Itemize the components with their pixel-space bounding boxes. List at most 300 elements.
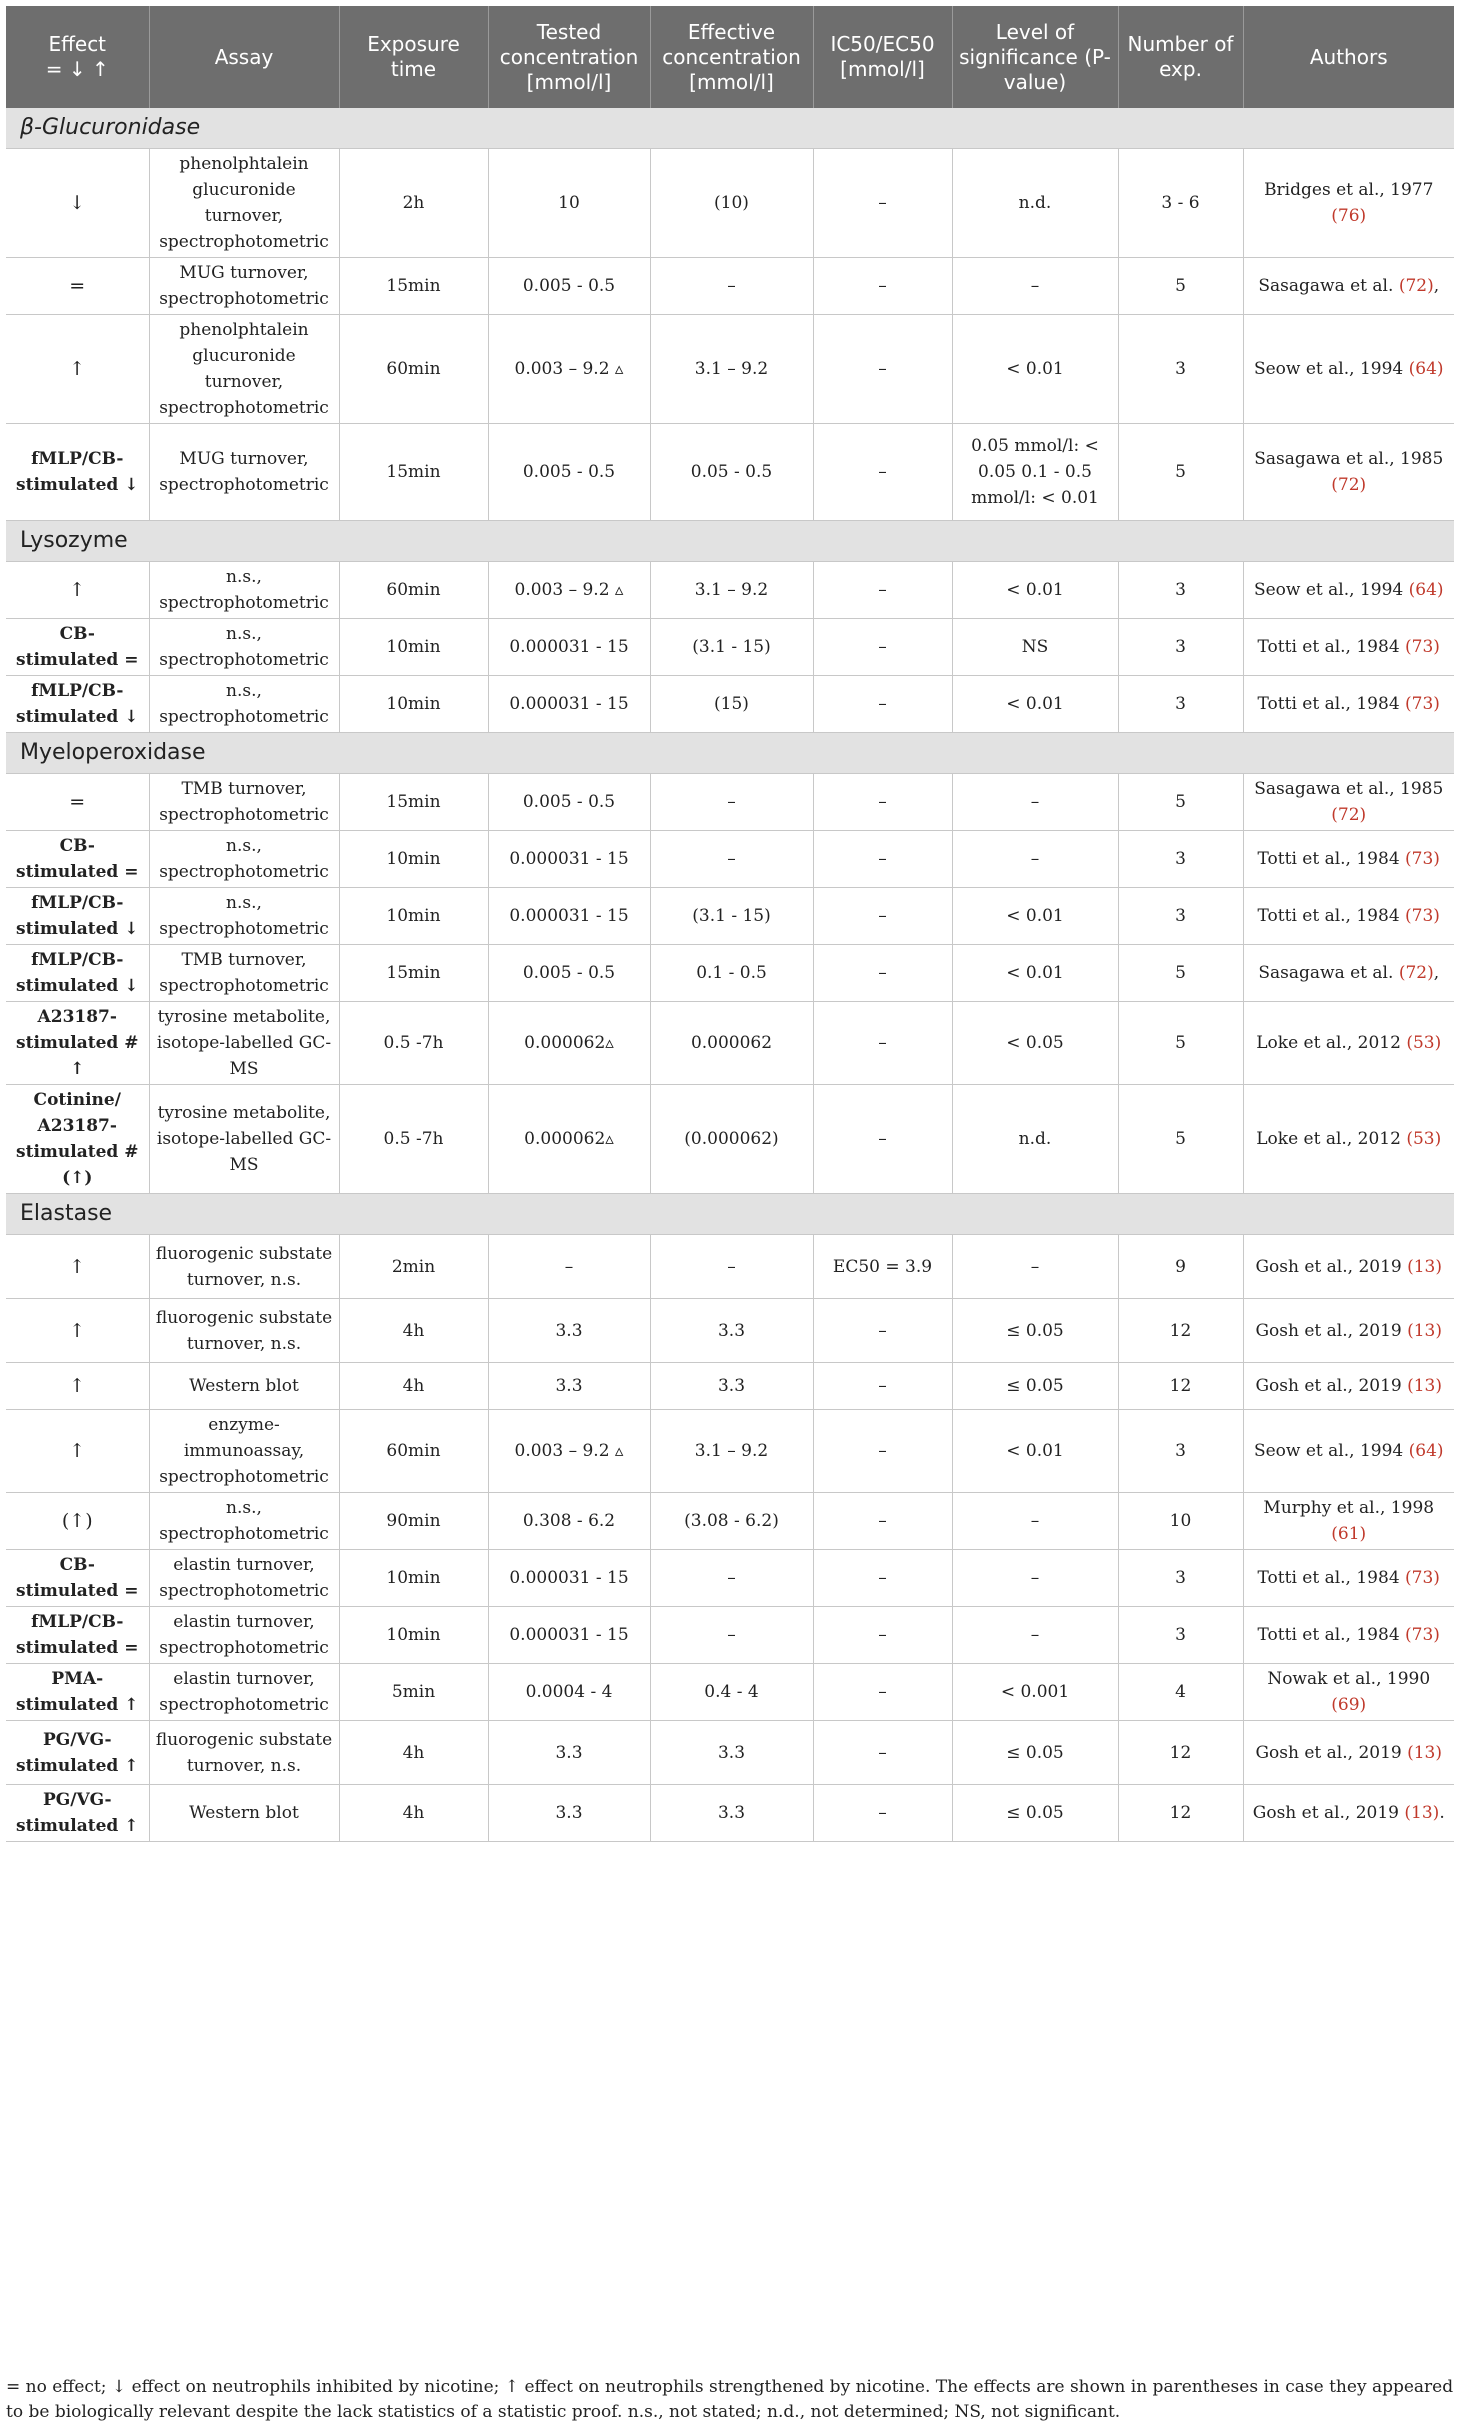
authors-cell [1243,774,1454,831]
authors-cell [1243,1410,1454,1493]
exposure-time-cell: 10min [339,676,488,733]
significance-cell: 0.05 mmol/l: < 0.05 0.1 - 0.5 mmol/l: < 0.01 [952,424,1118,521]
effect-cell: (↑) [6,1493,149,1550]
section-title: Lysozyme [6,521,1454,562]
effective-concentration-cell: 0.05 - 0.5 [650,424,813,521]
exposure-time-cell: 2h [339,149,488,258]
ic50-cell: – [813,1410,952,1493]
reference-link[interactable]: (13) [1407,1376,1443,1396]
exposure-time-cell: 60min [339,315,488,424]
ic50-cell: – [813,619,952,676]
effective-concentration-cell: – [650,1235,813,1299]
exposure-time-cell: 15min [339,774,488,831]
tested-concentration-cell: 0.003 – 9.2 ▵ [488,1410,650,1493]
author-suffix: . [1439,1803,1445,1823]
tested-concentration-cell: 0.000062▵ [488,1002,650,1085]
significance-cell: ≤ 0.05 [952,1721,1118,1785]
authors-cell [1243,1493,1454,1550]
authors-cell [1243,1235,1454,1299]
table-row [6,1085,1454,1194]
effective-concentration-cell: (3.08 - 6.2) [650,1493,813,1550]
exposure-time-cell: 2min [339,1235,488,1299]
ic50-cell: – [813,1664,952,1721]
author-name: Loke et al., 2012 [1256,1033,1407,1053]
effect-cell: fMLP/CB-stimulated ↓ [6,945,149,1002]
effect-cell: ↑ [6,1299,149,1363]
significance-cell: < 0.001 [952,1664,1118,1721]
significance-cell: < 0.01 [952,945,1118,1002]
effect-cell: ↑ [6,562,149,619]
effective-concentration-cell: – [650,1607,813,1664]
tested-concentration-cell: – [488,1235,650,1299]
authors-cell [1243,424,1454,521]
authors-cell [1243,1664,1454,1721]
reference-link[interactable]: (13) [1407,1256,1443,1277]
ic50-cell: – [813,1550,952,1607]
significance-cell: – [952,1550,1118,1607]
author-name: Totti et al., 1984 [1257,849,1406,869]
ic50-cell: – [813,1002,952,1085]
tested-concentration-cell: 3.3 [488,1721,650,1785]
author-name: Nowak et al., 1990 [1267,1669,1431,1689]
tested-concentration-cell: 0.005 - 0.5 [488,945,650,1002]
significance-cell: ≤ 0.05 [952,1299,1118,1363]
section-elastase [6,1194,1454,1235]
assay-cell: Western blot [149,1363,339,1410]
author-name: Totti et al., 1984 [1257,694,1406,714]
significance-cell: ≤ 0.05 [952,1785,1118,1842]
effect-cell: PMA-stimulated ↑ [6,1664,149,1721]
table-row [6,888,1454,945]
exposure-time-cell: 15min [339,424,488,521]
number-of-exp-cell: 3 [1118,1550,1243,1607]
authors-cell [1243,315,1454,424]
effect-cell: fMLP/CB-stimulated ↓ [6,424,149,521]
authors-cell [1243,1363,1454,1410]
exposure-time-cell: 0.5 -7h [339,1085,488,1194]
number-of-exp-cell: 10 [1118,1493,1243,1550]
author-name: Totti et al., 1984 [1257,637,1406,657]
reference-link[interactable]: (61) [1331,1524,1367,1544]
number-of-exp-cell: 3 [1118,1607,1243,1664]
author-name: Totti et al., 1984 [1257,1568,1406,1588]
assay-cell: tyrosine metabolite, isotope-labelled GC-MS [149,1002,339,1085]
effect-cell: PG/VG-stimulated ↑ [6,1785,149,1842]
reference-link[interactable]: (73) [1405,637,1440,657]
effective-concentration-cell: 0.000062 [650,1002,813,1085]
author-name: Murphy et al., 1998 [1263,1498,1435,1518]
header-ic50-ec50: IC50/EC50 [mmol/l] [813,6,952,108]
number-of-exp-cell: 5 [1118,774,1243,831]
authors-cell [1243,1785,1454,1842]
author-name: Gosh et al., 2019 [1255,1256,1408,1277]
tested-concentration-cell: 0.005 - 0.5 [488,258,650,315]
section-title: β-Glucuronidase [6,108,1454,149]
authors-cell [1243,1085,1454,1194]
author-suffix: , [1433,276,1440,296]
author-name: Bridges et al., 1977 [1264,180,1434,200]
author-name: Gosh et al., 2019 [1255,1320,1408,1341]
ic50-cell: – [813,1299,952,1363]
table-row [6,1607,1454,1664]
author-name: Loke et al., 2012 [1256,1129,1407,1149]
significance-cell: n.d. [952,149,1118,258]
significance-cell: – [952,1493,1118,1550]
table-row [6,774,1454,831]
effective-concentration-cell: – [650,831,813,888]
effective-concentration-cell: 0.4 - 4 [650,1664,813,1721]
effective-concentration-cell: (15) [650,676,813,733]
effect-cell: = [6,774,149,831]
tested-concentration-cell: 0.005 - 0.5 [488,424,650,521]
ic50-cell: EC50 = 3.9 [813,1235,952,1299]
significance-cell: – [952,774,1118,831]
reference-link[interactable]: (64) [1408,1441,1444,1461]
assay-cell: TMB turnover, spectrophotometric [149,774,339,831]
ic50-cell: – [813,888,952,945]
author-name: Gosh et al., 2019 [1255,1376,1408,1396]
authors-cell [1243,1299,1454,1363]
author-name: Sasagawa et al. [1258,276,1399,296]
authors-cell [1243,562,1454,619]
number-of-exp-cell: 12 [1118,1721,1243,1785]
authors-cell [1243,258,1454,315]
effect-cell: PG/VG-stimulated ↑ [6,1721,149,1785]
effect-cell: CB-stimulated = [6,1550,149,1607]
ic50-cell: – [813,1607,952,1664]
effective-concentration-cell: (3.1 - 15) [650,888,813,945]
authors-cell [1243,149,1454,258]
number-of-exp-cell: 3 [1118,619,1243,676]
tested-concentration-cell: 0.000062▵ [488,1085,650,1194]
assay-cell: elastin turnover, spectrophotometric [149,1607,339,1664]
significance-cell: – [952,258,1118,315]
number-of-exp-cell: 3 - 6 [1118,149,1243,258]
assay-cell: n.s., spectrophotometric [149,676,339,733]
authors-cell [1243,831,1454,888]
number-of-exp-cell: 3 [1118,562,1243,619]
authors-cell [1243,1607,1454,1664]
significance-cell: < 0.01 [952,676,1118,733]
effective-concentration-cell: 3.3 [650,1363,813,1410]
tested-concentration-cell: 0.003 – 9.2 ▵ [488,562,650,619]
header-tested-concentration: Tested concentration [mmol/l] [488,6,650,108]
significance-cell: NS [952,619,1118,676]
reference-link[interactable]: (73) [1405,849,1440,869]
number-of-exp-cell: 3 [1118,831,1243,888]
tested-concentration-cell: 0.000031 - 15 [488,619,650,676]
exposure-time-cell: 15min [339,258,488,315]
tested-concentration-cell: 0.000031 - 15 [488,831,650,888]
tested-concentration-cell: 3.3 [488,1363,650,1410]
effect-cell: fMLP/CB-stimulated ↓ [6,888,149,945]
ic50-cell: – [813,945,952,1002]
ic50-cell: – [813,424,952,521]
author-name: Seow et al., 1994 [1253,580,1409,600]
authors-cell [1243,1721,1454,1785]
ic50-cell: – [813,676,952,733]
number-of-exp-cell: 5 [1118,258,1243,315]
number-of-exp-cell: 12 [1118,1299,1243,1363]
author-name: Sasagawa et al. [1258,963,1399,983]
exposure-time-cell: 5min [339,1664,488,1721]
table-row [6,1664,1454,1721]
authors-cell [1243,676,1454,733]
reference-link[interactable]: (53) [1406,1129,1442,1149]
effect-cell: CB-stimulated = [6,619,149,676]
table-container [6,6,1454,1842]
tested-concentration-cell: 0.308 - 6.2 [488,1493,650,1550]
effect-cell: CB-stimulated = [6,831,149,888]
table-footnote: = no effect; ↓ effect on neutrophils inhibited by nicotine; ↑ effect on neutrophils strengthened by nicotine. The effects are shown in parentheses in case they appeared to be biologically relevant despite the lack statistics of a statistic proof. n.s., not stated; n.d., not determined; NS, not significant. [6,2377,1454,2422]
effective-concentration-cell: – [650,1550,813,1607]
table-row [6,619,1454,676]
section-beta-glucuronidase [6,108,1454,149]
header-authors: Authors [1243,6,1454,108]
table-row [6,424,1454,521]
tested-concentration-cell: 10 [488,149,650,258]
author-name: Gosh et al., 2019 [1255,1742,1408,1763]
exposure-time-cell: 10min [339,1550,488,1607]
header-number-of-exp: Number of exp. [1118,6,1243,108]
reference-link[interactable]: (13) [1407,1320,1443,1341]
assay-cell: TMB turnover, spectrophotometric [149,945,339,1002]
number-of-exp-cell: 4 [1118,1664,1243,1721]
ic50-cell: – [813,1721,952,1785]
effective-concentration-cell: 3.3 [650,1721,813,1785]
assay-cell: MUG turnover, spectrophotometric [149,424,339,521]
assay-cell: MUG turnover, spectrophotometric [149,258,339,315]
assay-cell: Western blot [149,1785,339,1842]
author-suffix: , [1433,963,1440,983]
significance-cell: – [952,1235,1118,1299]
tested-concentration-cell: 3.3 [488,1299,650,1363]
reference-link[interactable]: (69) [1331,1695,1367,1715]
reference-link[interactable]: (76) [1331,206,1367,226]
tested-concentration-cell: 0.000031 - 15 [488,676,650,733]
ic50-cell: – [813,774,952,831]
tested-concentration-cell: 0.000031 - 15 [488,1607,650,1664]
reference-link[interactable]: (13) [1407,1742,1443,1763]
ic50-cell: – [813,831,952,888]
assay-cell: elastin turnover, spectrophotometric [149,1550,339,1607]
table-row [6,1550,1454,1607]
table-row [6,1410,1454,1493]
effective-concentration-cell: – [650,774,813,831]
effective-concentration-cell: 0.1 - 0.5 [650,945,813,1002]
exposure-time-cell: 60min [339,1410,488,1493]
header-significance: Level of significance (P-value) [952,6,1118,108]
exposure-time-cell: 10min [339,888,488,945]
effect-cell: Cotinine/ A23187-stimulated # (↑) [6,1085,149,1194]
authors-cell [1243,619,1454,676]
section-lysozyme [6,521,1454,562]
tested-concentration-cell: 3.3 [488,1785,650,1842]
reference-link[interactable]: (72) [1398,963,1434,983]
section-myeloperoxidase [6,733,1454,774]
exposure-time-cell: 10min [339,831,488,888]
effective-concentration-cell: 3.3 [650,1785,813,1842]
reference-link[interactable]: (73) [1405,1625,1440,1645]
ic50-cell: – [813,315,952,424]
effective-concentration-cell: (0.000062) [650,1085,813,1194]
exposure-time-cell: 10min [339,1607,488,1664]
author-name: Seow et al., 1994 [1253,359,1409,379]
effective-concentration-cell: 3.1 – 9.2 [650,562,813,619]
significance-cell: < 0.01 [952,888,1118,945]
header-effective-concentration: Effective concentration [mmol/l] [650,6,813,108]
significance-cell: – [952,831,1118,888]
significance-cell: – [952,1607,1118,1664]
exposure-time-cell: 0.5 -7h [339,1002,488,1085]
table-row [6,1235,1454,1299]
effective-concentration-cell: (10) [650,149,813,258]
number-of-exp-cell: 3 [1118,315,1243,424]
effect-cell: ↑ [6,1363,149,1410]
significance-cell: < 0.01 [952,315,1118,424]
table-row [6,562,1454,619]
reference-link[interactable]: (64) [1408,359,1444,379]
assay-cell: enzyme-immunoassay, spectrophotometric [149,1410,339,1493]
effective-concentration-cell: 3.1 – 9.2 [650,1410,813,1493]
significance-cell: < 0.01 [952,1410,1118,1493]
effect-cell: fMLP/CB-stimulated ↓ [6,676,149,733]
ic50-cell: – [813,1085,952,1194]
number-of-exp-cell: 5 [1118,424,1243,521]
reference-link[interactable]: (72) [1331,805,1367,825]
effective-concentration-cell: (3.1 - 15) [650,619,813,676]
table-row [6,1363,1454,1410]
author-name: Sasagawa et al., 1985 [1254,779,1444,799]
significance-cell: ≤ 0.05 [952,1363,1118,1410]
number-of-exp-cell: 3 [1118,676,1243,733]
exposure-time-cell: 15min [339,945,488,1002]
reference-link[interactable]: (72) [1331,475,1367,495]
assay-cell: tyrosine metabolite, isotope-labelled GC-MS [149,1085,339,1194]
table-row [6,831,1454,888]
assay-cell: n.s., spectrophotometric [149,562,339,619]
number-of-exp-cell: 12 [1118,1785,1243,1842]
author-name: Sasagawa et al., 1985 [1254,449,1444,469]
number-of-exp-cell: 5 [1118,945,1243,1002]
exposure-time-cell: 90min [339,1493,488,1550]
ic50-cell: – [813,1363,952,1410]
exposure-time-cell: 4h [339,1299,488,1363]
section-title: Elastase [6,1194,1454,1235]
table-row [6,1785,1454,1842]
exposure-time-cell: 4h [339,1785,488,1842]
reference-link[interactable]: (13) [1404,1803,1440,1823]
number-of-exp-cell: 12 [1118,1363,1243,1410]
table-row [6,1002,1454,1085]
assay-cell: phenolphtalein glucuronide turnover, spectrophotometric [149,149,339,258]
author-name: Gosh et al., 2019 [1252,1803,1405,1823]
table-row [6,945,1454,1002]
assay-cell: n.s., spectrophotometric [149,619,339,676]
assay-cell: n.s., spectrophotometric [149,831,339,888]
effect-cell: ↑ [6,1410,149,1493]
effective-concentration-cell: 3.3 [650,1299,813,1363]
table-body [6,108,1454,1842]
number-of-exp-cell: 5 [1118,1002,1243,1085]
effect-cell: ↑ [6,1235,149,1299]
effect-cell: = [6,258,149,315]
table-row [6,315,1454,424]
author-name: Totti et al., 1984 [1257,906,1406,926]
tested-concentration-cell: 0.000031 - 15 [488,1550,650,1607]
reference-link[interactable]: (72) [1398,276,1434,296]
table-row [6,676,1454,733]
reference-link[interactable]: (73) [1405,1568,1440,1588]
authors-cell [1243,1550,1454,1607]
ic50-cell: – [813,1785,952,1842]
header-row [6,6,1454,108]
significance-cell: < 0.05 [952,1002,1118,1085]
table-row [6,1721,1454,1785]
tested-concentration-cell: 0.005 - 0.5 [488,774,650,831]
reference-link[interactable]: (73) [1405,906,1440,926]
number-of-exp-cell: 3 [1118,1410,1243,1493]
effect-cell: ↑ [6,315,149,424]
header-exposure-time: Exposure time [339,6,488,108]
ic50-cell: – [813,1493,952,1550]
ic50-cell: – [813,562,952,619]
effect-cell: A23187-stimulated # ↑ [6,1002,149,1085]
exposure-time-cell: 10min [339,619,488,676]
authors-cell [1243,1002,1454,1085]
table-row [6,258,1454,315]
header-assay: Assay [149,6,339,108]
section-title: Myeloperoxidase [6,733,1454,774]
authors-cell [1243,945,1454,1002]
table-row [6,1299,1454,1363]
exposure-time-cell: 4h [339,1721,488,1785]
effect-cell: ↓ [6,149,149,258]
assay-cell: elastin turnover, spectrophotometric [149,1664,339,1721]
assay-cell: fluorogenic substate turnover, n.s. [149,1235,339,1299]
authors-cell [1243,888,1454,945]
assay-cell: n.s., spectrophotometric [149,1493,339,1550]
tested-concentration-cell: 0.000031 - 15 [488,888,650,945]
reference-link[interactable]: (73) [1405,694,1440,714]
significance-cell: < 0.01 [952,562,1118,619]
table-row [6,1493,1454,1550]
reference-link[interactable]: (53) [1406,1033,1442,1053]
tested-concentration-cell: 0.0004 - 4 [488,1664,650,1721]
exposure-time-cell: 60min [339,562,488,619]
author-name: Totti et al., 1984 [1257,1625,1406,1645]
number-of-exp-cell: 3 [1118,888,1243,945]
significance-cell: n.d. [952,1085,1118,1194]
effect-cell: fMLP/CB-stimulated = [6,1607,149,1664]
data-table [6,6,1454,1842]
reference-link[interactable]: (64) [1408,580,1444,600]
number-of-exp-cell: 9 [1118,1235,1243,1299]
assay-cell: fluorogenic substate turnover, n.s. [149,1721,339,1785]
assay-cell: fluorogenic substate turnover, n.s. [149,1299,339,1363]
exposure-time-cell: 4h [339,1363,488,1410]
table-row [6,149,1454,258]
ic50-cell: – [813,149,952,258]
assay-cell: phenolphtalein glucuronide turnover, spectrophotometric [149,315,339,424]
ic50-cell: – [813,258,952,315]
assay-cell: n.s., spectrophotometric [149,888,339,945]
author-name: Seow et al., 1994 [1253,1441,1409,1461]
tested-concentration-cell: 0.003 – 9.2 ▵ [488,315,650,424]
effective-concentration-cell: 3.1 – 9.2 [650,315,813,424]
number-of-exp-cell: 5 [1118,1085,1243,1194]
effective-concentration-cell: – [650,258,813,315]
